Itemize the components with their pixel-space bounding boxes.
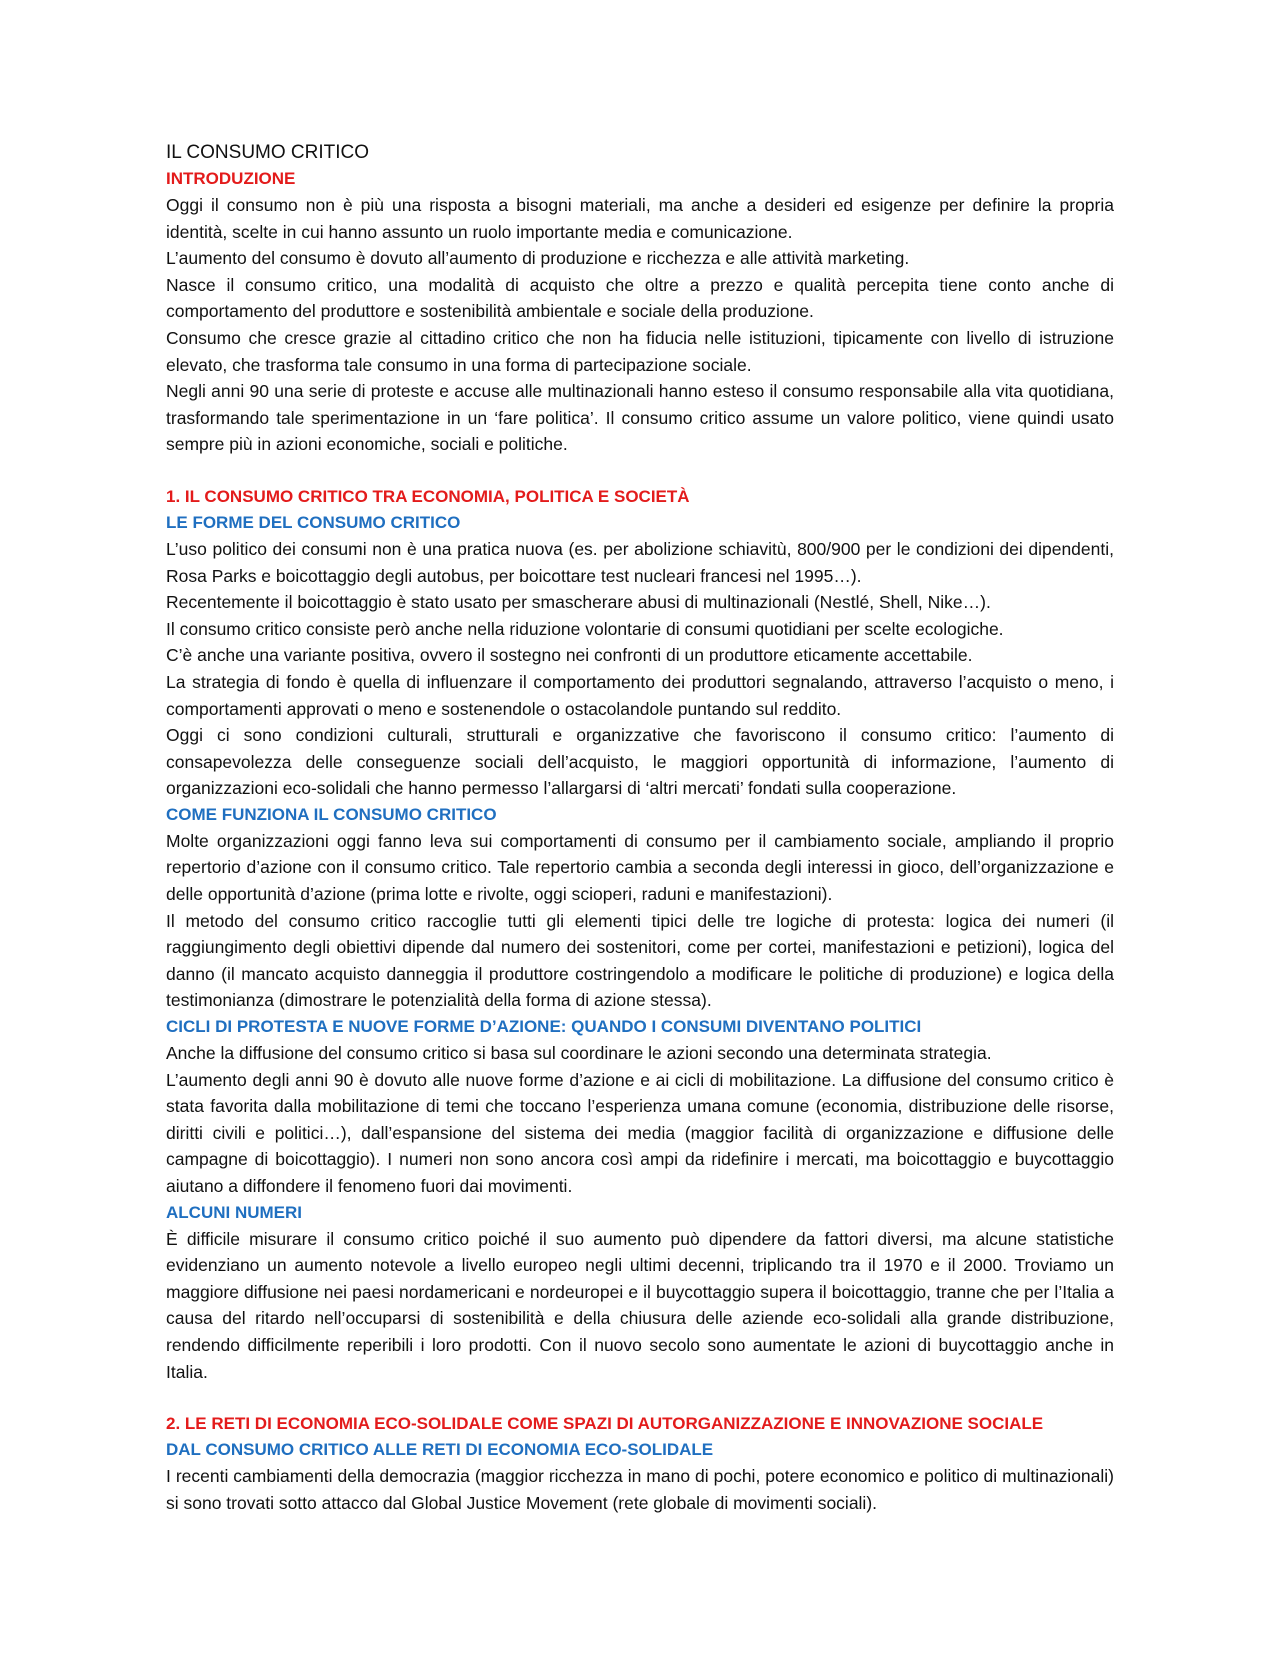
numeri-paragraph: È difficile misurare il consumo critico poiché il suo aumento può dipendere da fattori diversi, ma alcune statistiche evidenziano un aumento notevole a livello europeo negli ultimi decenni, triplicando tra il 1970 e il 2000. Troviamo un maggiore diffusione nei paesi nordamericani e nordeuropei e il buycottaggio supera il boicottaggio, tranne che per l’Italia a causa del ritardo nell’occuparsi di sostenibilità e della chiusura delle aziende eco-solidali alla grande distribuzione, rendendo difficilmente reperibili i loro prodotti. Con il nuovo secolo sono aumentate le azioni di buycottaggio anche in Italia. (166, 1228, 1114, 1382)
intro-paragraph: Oggi il consumo non è più una risposta a bisogni materiali, ma anche a desideri ed esigenze per definire la propria identità, scelte in cui hanno assunto un ruolo importante media e comunicazione. (166, 195, 1114, 242)
reti-heading: DAL CONSUMO CRITICO ALLE RETI DI ECONOMIA ECO-SOLIDALE (166, 1440, 714, 1460)
forme-paragraph: Il consumo critico consiste però anche nella riduzione volontarie di consumi quotidiani per scelte ecologiche. (166, 618, 1004, 639)
cicli-heading: CICLI DI PROTESTA E NUOVE FORME D’AZIONE: QUANDO I CONSUMI DIVENTANO POLITICI (166, 1017, 922, 1037)
cicli-paragraph: Anche la diffusione del consumo critico si basa sul coordinare le azioni secondo una determinata strategia. (166, 1043, 992, 1064)
section-1-heading: 1. IL CONSUMO CRITICO TRA ECONOMIA, POLITICA E SOCIETÀ (166, 486, 690, 506)
funziona-paragraph: Molte organizzazioni oggi fanno leva sui comportamenti di consumo per il cambiamento sociale, ampliando il proprio repertorio d’azione con il consumo critico. Tale repertorio cambia a seconda degli interessi in gioco, dell’organizzazione e delle opportunità d’azione (prima lotte e rivolte, oggi scioperi, raduni e manifestazioni). (166, 830, 1114, 905)
reti-paragraph: I recenti cambiamenti della democrazia (maggior ricchezza in mano di pochi, potere economico e politico di multinazionali) si sono trovati sotto attacco dal Global Justice Movement (rete globale di movimenti sociali). (166, 1466, 1114, 1513)
forme-paragraph: La strategia di fondo è quella di influenzare il comportamento dei produttori segnalando, attraverso l’acquisto o meno, i comportamenti approvati o meno e sostenendole o ostacolandole puntando sul reddito. (166, 671, 1114, 719)
intro-paragraph: Nasce il consumo critico, una modalità di acquisto che oltre a prezzo e qualità percepita tiene conto anche di comportamento del produttore e sostenibilità ambientale e sociale della produzione. (166, 274, 1114, 322)
intro-heading: INTRODUZIONE (166, 169, 296, 188)
forme-paragraph: Recentemente il boicottaggio è stato usato per smascherare abusi di multinazionali (Nestlé, Shell, Nike…). (166, 592, 991, 613)
section-2-heading: 2. LE RETI DI ECONOMIA ECO-SOLIDALE COME SPAZI DI AUTORGANIZZAZIONE E INNOVAZIONE SOCIALE (166, 1414, 1044, 1434)
numeri-heading: ALCUNI NUMERI (166, 1202, 302, 1222)
intro-paragraph: Consumo che cresce grazie al cittadino critico che non ha fiducia nelle istituzioni, tipicamente con livello di istruzione elevato, che trasforma tale consumo in una forma di partecipazione sociale. (166, 327, 1114, 375)
forme-paragraph: Oggi ci sono condizioni culturali, strutturali e organizzative che favoriscono il consumo critico: l’aumento di consapevolezza delle conseguenze sociali dell’acquisto, le maggiori opportunità di informazione, l’aumento di organizzazioni eco-solidali che hanno permesso l’allargarsi di ‘altri mercati’ fondati sulla cooperazione. (166, 725, 1114, 799)
intro-paragraph: L’aumento del consumo è dovuto all’aumento di produzione e ricchezza e alle attività marketing. (166, 248, 910, 269)
cicli-paragraph: L’aumento degli anni 90 è dovuto alle nuove forme d’azione e ai cicli di mobilitazione. La diffusione del consumo critico è stata favorita dalla mobilitazione di temi che toccano l’esperienza umana comune (economia, distribuzione delle risorse, diritti civili e politici…), dall’espansione del sistema dei media (maggior facilità di organizzazione e diffusione delle campagne di boicottaggio). I numeri non sono ancora così ampi da ridefinire i mercati, ma boicottaggio e buycottaggio aiutano a diffondere il fenomeno fuori dai movimenti. (166, 1069, 1114, 1196)
forme-heading: LE FORME DEL CONSUMO CRITICO (166, 512, 461, 532)
funziona-paragraph: Il metodo del consumo critico raccoglie tutti gli elementi tipici delle tre logiche di protesta: logica dei numeri (il raggiungimento degli obiettivi dipende dal numero dei sostenitori, come per cortei, manifestazioni e petizioni), logica del danno (il mancato acquisto danneggia il produttore costringendolo a modificare le politiche di produzione) e logica della testimonianza (dimostrare le potenzialità della forma di azione stessa). (166, 910, 1114, 1011)
forme-paragraph: C’è anche una variante positiva, ovvero il sostegno nei confronti di un produttore eticamente accettabile. (166, 645, 973, 666)
document-title: IL CONSUMO CRITICO (166, 142, 370, 163)
document-page (166, 140, 1114, 1516)
intro-paragraph: Negli anni 90 una serie di proteste e accuse alle multinazionali hanno esteso il consumo responsabile alla vita quotidiana, trasformando tale sperimentazione in un ‘fare politica’. Il consumo critico assume un valore politico, viene quindi usato sempre più in azioni economiche, sociali e politiche. (166, 381, 1114, 455)
forme-paragraph: L’uso politico dei consumi non è una pratica nuova (es. per abolizione schiavitù, 800/900 per le condizioni dei dipendenti, Rosa Parks e boicottaggio degli autobus, per boicottare test nucleari francesi nel 1995…). (166, 538, 1114, 586)
funziona-heading: COME FUNZIONA IL CONSUMO CRITICO (166, 804, 497, 824)
